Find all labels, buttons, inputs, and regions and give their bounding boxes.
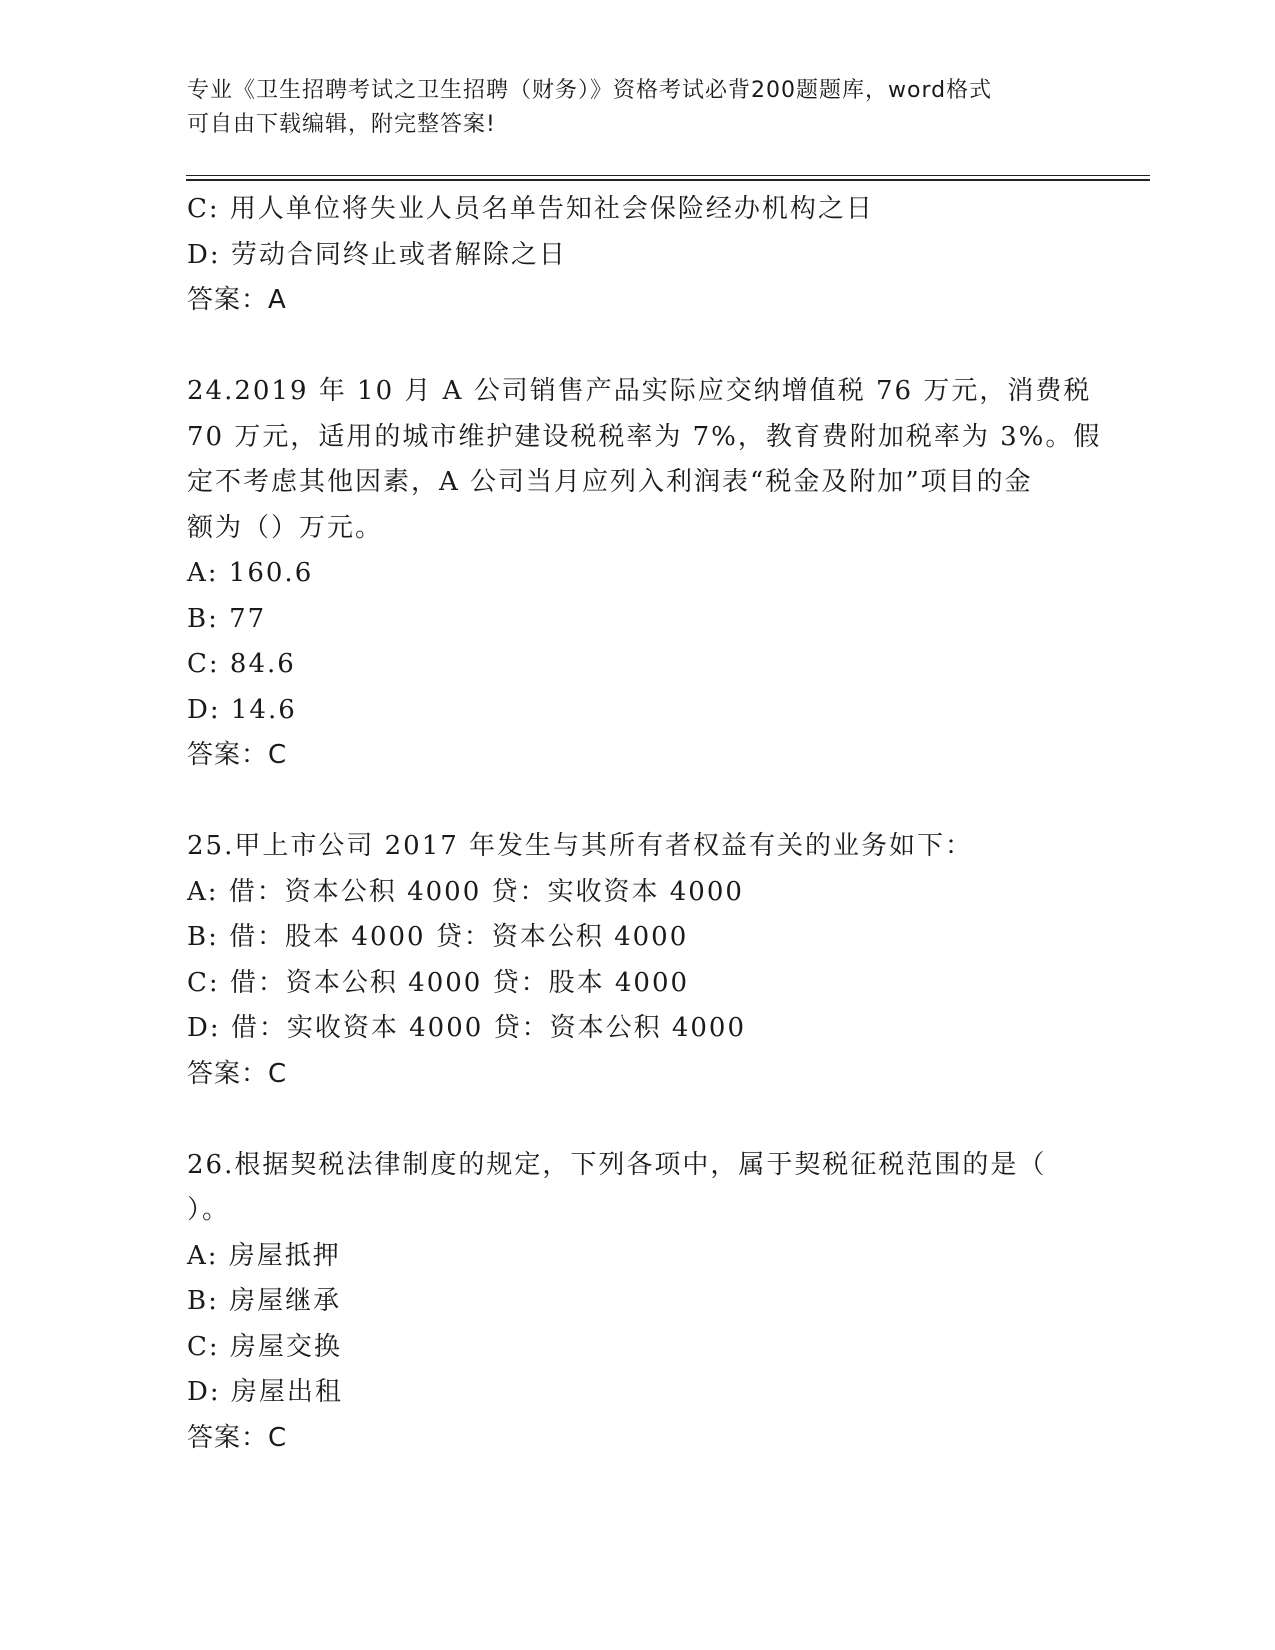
option-c: C: 用人单位将失业人员名单告知社会保险经办机构之日 <box>187 194 874 224</box>
question-stem <box>187 824 1087 870</box>
question-stem <box>187 1143 1087 1234</box>
header-title-line-2: 可自由下载编辑，附完整答案! <box>187 112 496 137</box>
spacer <box>187 324 1087 370</box>
option-c: C: 84.6 <box>187 649 296 679</box>
option-d: D: 14.6 <box>187 694 297 725</box>
question-26 <box>187 1143 1087 1462</box>
question-stem-line: 26.根据契税法律制度的规定，下列各项中，属于契税征税范围的是（ <box>187 1149 1047 1180</box>
option-c: C: 借：资本公积 4000 贷：股本 4000 <box>187 967 690 998</box>
question-stem <box>187 369 1102 551</box>
question-25 <box>187 824 1087 1097</box>
question-list <box>187 187 1102 1461</box>
option-d: D: 借：实收资本 4000 贷：资本公积 4000 <box>187 1013 747 1043</box>
option-a: A: 借：资本公积 4000 贷：实收资本 4000 <box>187 876 744 907</box>
header-divider-thin <box>186 175 1150 176</box>
spacer <box>187 779 1087 825</box>
option-c: C: 房屋交换 <box>187 1331 342 1362</box>
option-d: D: 房屋出租 <box>187 1377 343 1407</box>
document-header <box>187 74 1087 142</box>
option-a: A: 房屋抵押 <box>187 1240 341 1271</box>
question-stem-line: 24.2019 年 10 月 A 公司销售产品实际应交纳增值税 76 万元，消费税 <box>187 376 1092 406</box>
question-stem-line: 25.甲上市公司 2017 年发生与其所有者权益有关的业务如下： <box>187 831 974 861</box>
answer-label: 答案：C <box>187 740 288 770</box>
question-23-tail <box>187 187 1087 324</box>
question-stem-line: 70 万元，适用的城市维护建设税税率为 7%，教育费附加税率为 3%。假 <box>187 421 1102 452</box>
option-a: A: 160.6 <box>187 558 314 588</box>
spacer <box>187 1097 1087 1143</box>
question-stem-line: ）。 <box>187 1195 231 1225</box>
question-stem-line: 额为（）万元。 <box>187 512 384 543</box>
header-divider-thick <box>186 179 1150 181</box>
option-b: B: 借：股本 4000 贷：资本公积 4000 <box>187 922 689 952</box>
answer-label: 答案：C <box>187 1058 288 1089</box>
option-d: D: 劳动合同终止或者解除之日 <box>187 239 567 270</box>
option-b: B: 77 <box>187 603 267 634</box>
header-title-line-1: 专业《卫生招聘考试之卫生招聘（财务）》资格考试必背200题题库，word格式 <box>187 78 993 103</box>
answer-label: 答案：A <box>187 285 287 315</box>
option-b: B: 房屋继承 <box>187 1286 342 1316</box>
question-stem-line: 定不考虑其他因素，A 公司当月应列入利润表“税金及附加”项目的金 <box>187 467 1033 497</box>
question-24 <box>187 369 1102 779</box>
answer-label: 答案：C <box>187 1422 288 1453</box>
